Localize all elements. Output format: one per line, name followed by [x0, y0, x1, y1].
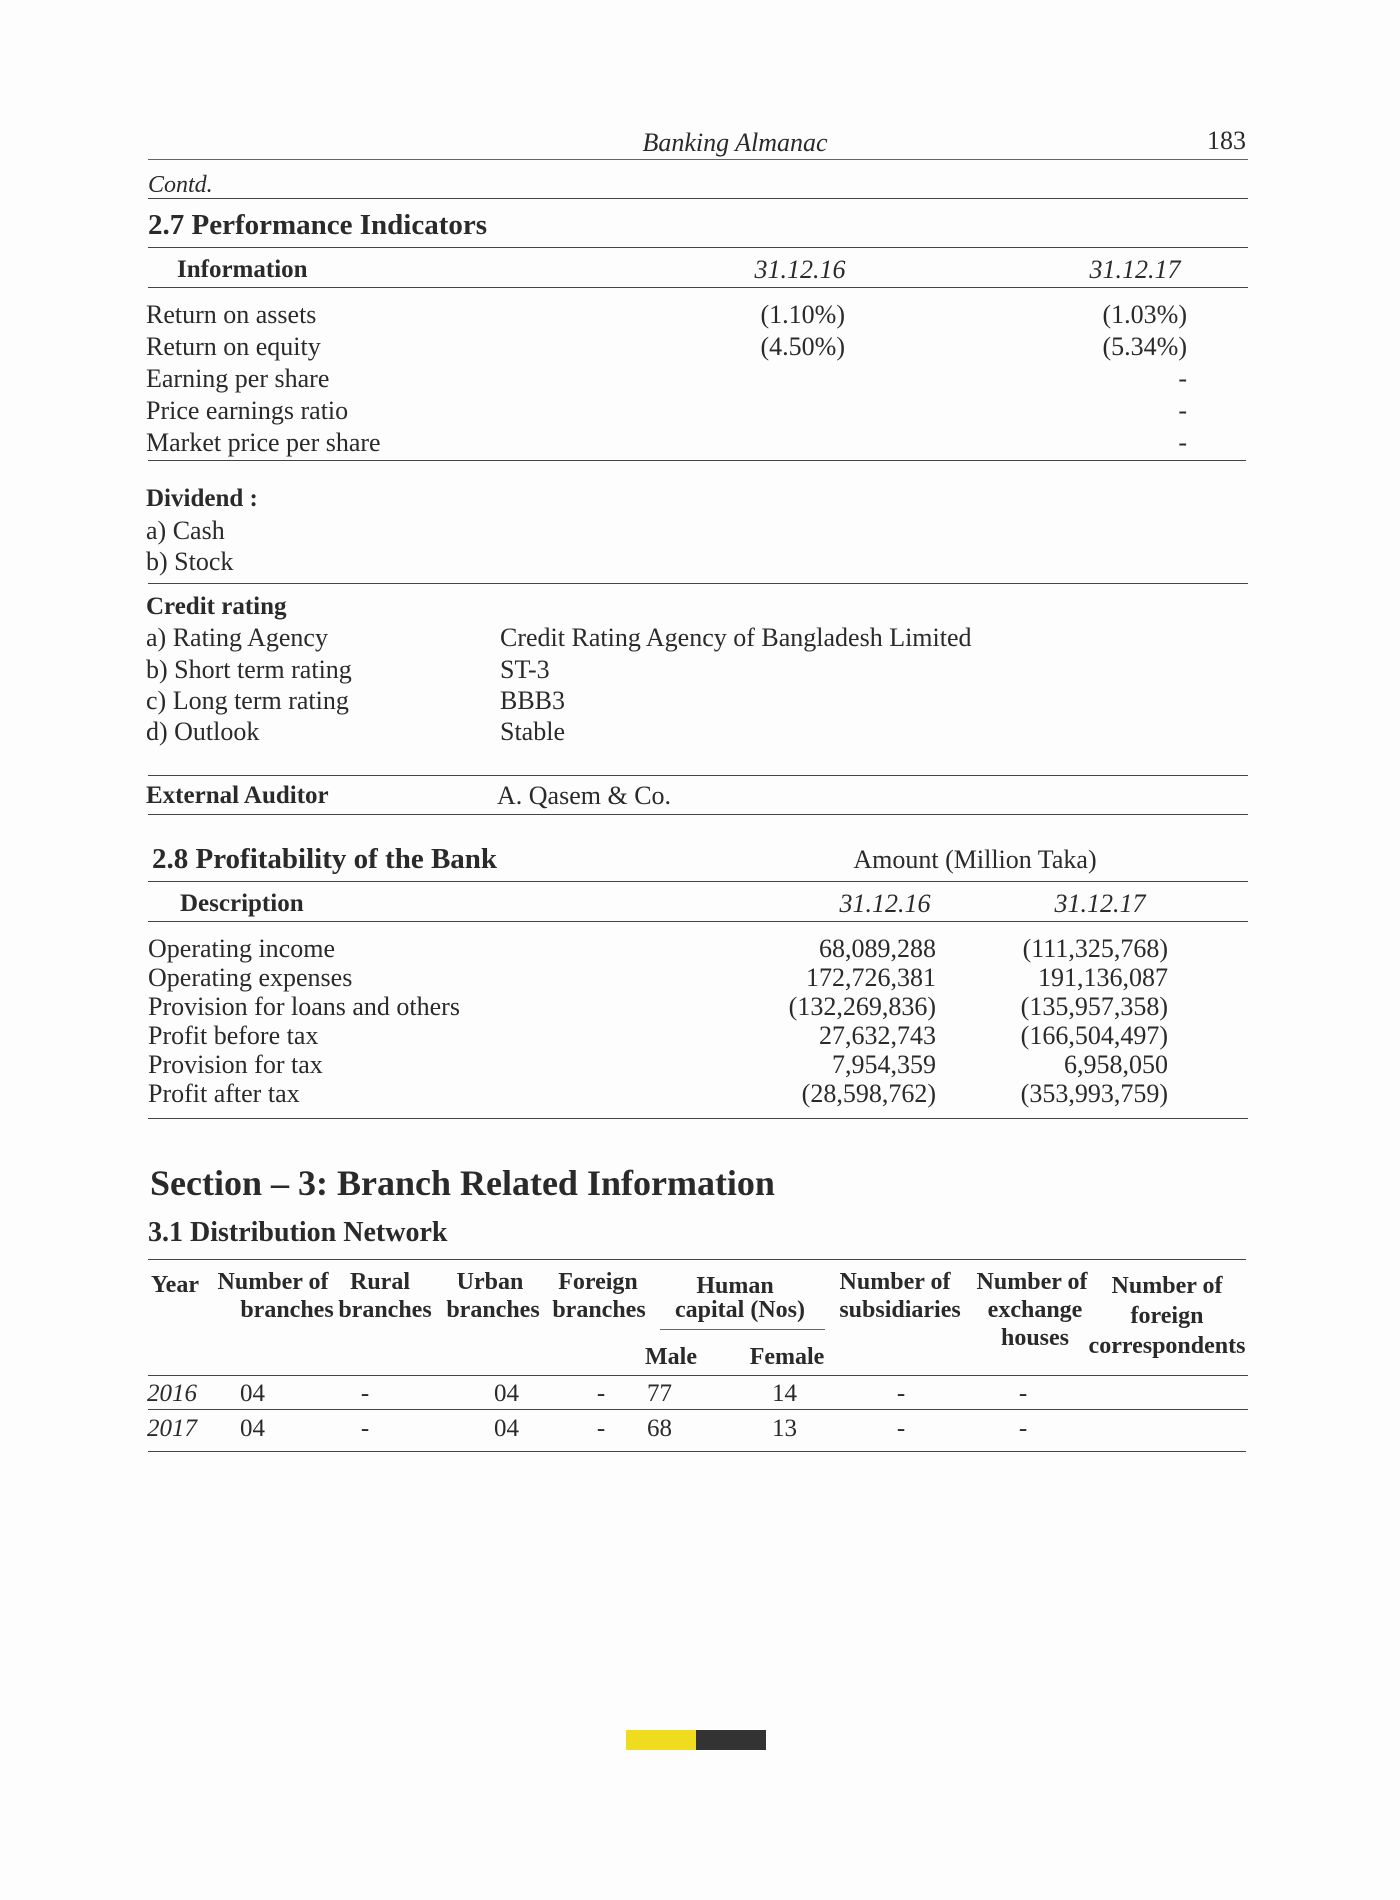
section3-heading: Section – 3: Branch Related Information	[150, 1163, 775, 1203]
perf-value-2017: -	[1178, 428, 1187, 457]
header-rule	[148, 159, 1248, 160]
credit-label: a) Rating Agency	[146, 623, 328, 652]
profit-value-2017: 191,136,087	[1038, 963, 1168, 992]
profit-value-2016: 27,632,743	[819, 1021, 936, 1050]
cell-subs: -	[896, 1380, 906, 1407]
perf-label: Market price per share	[146, 428, 381, 457]
profit-value-2017: (111,325,768)	[1022, 934, 1168, 963]
perf-value-2016: (1.10%)	[760, 300, 845, 329]
perf-label: Earning per share	[146, 364, 330, 393]
page-number: 183	[1207, 126, 1246, 155]
th-rural-1: Rural	[350, 1269, 410, 1295]
credit-label: c) Long term rating	[146, 686, 349, 715]
profit-value-2016: (28,598,762)	[801, 1079, 936, 1108]
running-header: Banking Almanac	[642, 128, 828, 157]
th-subs-2: subsidiaries	[839, 1297, 961, 1323]
profit-value-2017: (353,993,759)	[1020, 1079, 1168, 1108]
th-human-2: capital (Nos)	[675, 1297, 805, 1323]
cell-male: 77	[647, 1380, 672, 1407]
perf-value-2017: -	[1178, 364, 1187, 393]
auditor-value: A. Qasem & Co.	[497, 781, 672, 810]
th-branches-2: branches	[240, 1297, 334, 1323]
profit-value-2017: (135,957,358)	[1020, 992, 1168, 1021]
credit-label: b) Short term rating	[146, 655, 352, 684]
col-2017: 31.12.17	[1089, 255, 1181, 284]
performance-heading: 2.7 Performance Indicators	[148, 209, 488, 241]
perf-value-2017: -	[1178, 396, 1187, 425]
rule	[148, 287, 1248, 288]
th-year: Year	[151, 1272, 199, 1298]
th-human-1: Human	[696, 1273, 774, 1299]
th-foreign-2: branches	[552, 1297, 646, 1323]
cell-rural: -	[360, 1415, 370, 1442]
th-corr-1: Number of	[1111, 1273, 1223, 1299]
cell-foreign: -	[596, 1380, 606, 1407]
perf-label: Price earnings ratio	[146, 396, 349, 425]
rule	[148, 881, 1248, 882]
th-corr-3: correspondents	[1088, 1333, 1246, 1359]
profit-label: Profit after tax	[148, 1079, 300, 1108]
profit-label: Provision for tax	[148, 1050, 323, 1079]
col-2016: 31.12.16	[754, 255, 846, 284]
rule	[148, 198, 1248, 199]
dividend-heading: Dividend :	[146, 485, 258, 512]
cell-rural: -	[360, 1380, 370, 1407]
th-male: Male	[645, 1344, 697, 1370]
credit-value: ST-3	[500, 655, 550, 684]
rule	[148, 1451, 1246, 1452]
cell-year: 2017	[147, 1415, 197, 1442]
th-female: Female	[749, 1344, 825, 1370]
auditor-label: External Auditor	[146, 782, 329, 809]
cell-branches: 04	[240, 1380, 265, 1407]
rule	[148, 921, 1248, 922]
perf-value-2017: (5.34%)	[1102, 332, 1187, 361]
th-foreign-1: Foreign	[558, 1269, 638, 1295]
credit-value: Credit Rating Agency of Bangladesh Limited	[500, 623, 972, 652]
rule	[148, 247, 1248, 248]
cell-exch: -	[1018, 1380, 1028, 1407]
credit-value: BBB3	[500, 686, 566, 715]
col-2017: 31.12.17	[1054, 889, 1146, 918]
perf-value-2016: (4.50%)	[760, 332, 845, 361]
credit-label: d) Outlook	[146, 717, 260, 746]
cell-male: 68	[647, 1415, 672, 1442]
th-rural-2: branches	[338, 1297, 432, 1323]
cell-branches: 04	[240, 1415, 265, 1442]
th-exch-1: Number of	[976, 1269, 1088, 1295]
th-corr-2: foreign	[1130, 1303, 1204, 1329]
rule	[148, 460, 1246, 461]
profit-value-2016: (132,269,836)	[788, 992, 936, 1021]
amount-note: Amount (Million Taka)	[853, 845, 1097, 874]
cell-female: 13	[772, 1415, 797, 1442]
th-urban-2: branches	[446, 1297, 540, 1323]
perf-label: Return on assets	[146, 300, 317, 329]
rule	[148, 1118, 1248, 1119]
profitability-heading: 2.8 Profitability of the Bank	[152, 843, 498, 875]
th-exch-2: exchange	[987, 1297, 1083, 1323]
rule	[148, 583, 1248, 584]
rule	[148, 1375, 1248, 1376]
contd-label: Contd.	[148, 172, 213, 198]
th-exch-3: houses	[1000, 1325, 1070, 1351]
cell-exch: -	[1018, 1415, 1028, 1442]
cell-foreign: -	[596, 1415, 606, 1442]
profit-value-2017: 6,958,050	[1064, 1050, 1168, 1079]
perf-label: Return on equity	[146, 332, 321, 361]
col-2016: 31.12.16	[839, 889, 931, 918]
profit-value-2016: 7,954,359	[832, 1050, 936, 1079]
th-branches-1: Number of	[217, 1269, 329, 1295]
profit-value-2017: (166,504,497)	[1020, 1021, 1168, 1050]
th-subs-1: Number of	[839, 1269, 951, 1295]
profit-label: Provision for loans and others	[148, 992, 460, 1021]
credit-value: Stable	[500, 717, 565, 746]
section3-subheading: 3.1 Distribution Network	[148, 1217, 448, 1248]
cell-urban: 04	[494, 1415, 519, 1442]
human-capital-rule	[660, 1329, 825, 1330]
dividend-cash: a) Cash	[146, 516, 225, 545]
cell-female: 14	[772, 1380, 797, 1407]
col-description: Description	[180, 890, 304, 917]
th-urban-1: Urban	[456, 1269, 524, 1295]
cell-year: 2016	[147, 1380, 197, 1407]
profit-value-2016: 68,089,288	[819, 934, 936, 963]
profit-value-2016: 172,726,381	[806, 963, 936, 992]
rule	[148, 814, 1248, 815]
dividend-stock: b) Stock	[146, 547, 234, 576]
col-information: Information	[177, 256, 308, 283]
credit-heading: Credit rating	[146, 593, 287, 620]
rule	[148, 1409, 1248, 1410]
profit-label: Operating expenses	[148, 963, 353, 992]
perf-value-2017: (1.03%)	[1102, 300, 1187, 329]
footer-bar-yellow	[626, 1730, 696, 1750]
cell-subs: -	[896, 1415, 906, 1442]
profit-label: Profit before tax	[148, 1021, 319, 1050]
profit-label: Operating income	[148, 934, 335, 963]
rule	[148, 775, 1248, 776]
footer-bar-dark	[696, 1730, 766, 1750]
cell-urban: 04	[494, 1380, 519, 1407]
rule	[148, 1259, 1246, 1260]
